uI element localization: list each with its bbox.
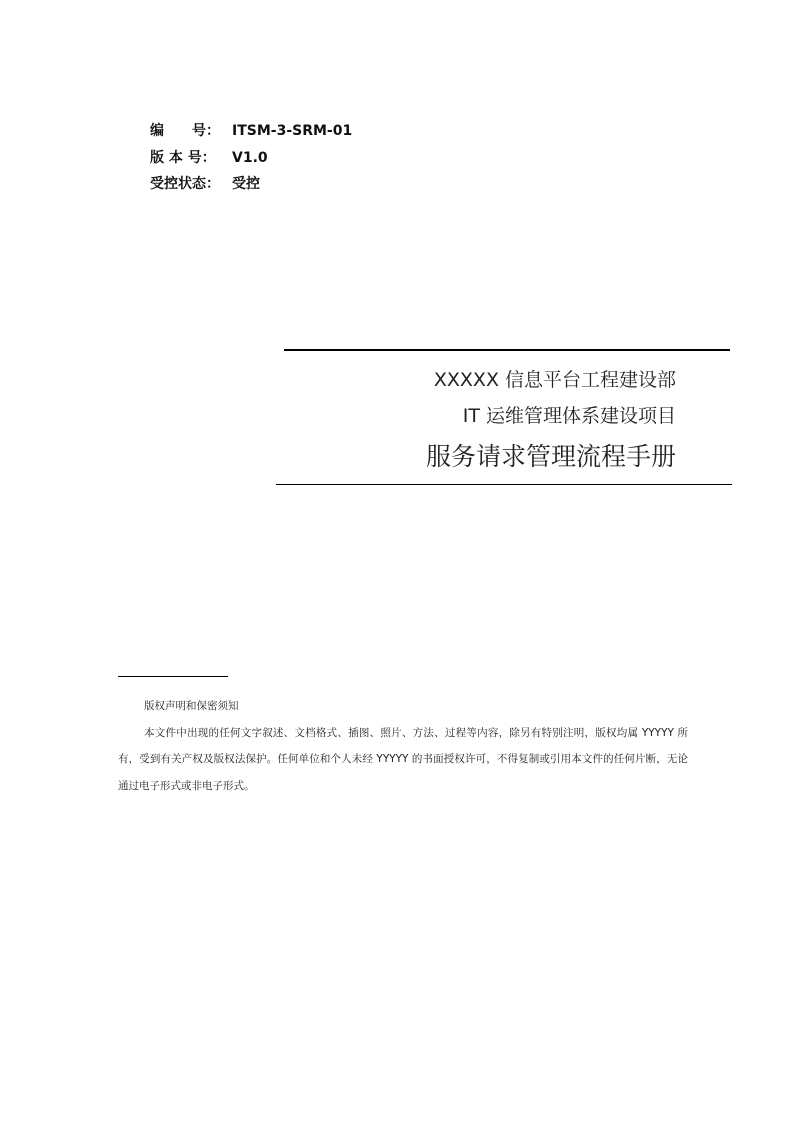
control-status-row <box>150 171 352 198</box>
copyright-notice <box>118 693 688 800</box>
notice-body: 本文件中出现的任何文字叙述、文档格式、插图、照片、方法、过程等内容，除另有特别注明，版权均属 YYYYY 所有，受到有关产权及版权法保护。任何单位和个人未经 YYYYY 的书面授权许可，不得复制或引用本文件的任何片断，无论通过电子形式或非电子形式。 <box>118 726 688 793</box>
document-number-label: 编 号： <box>150 123 220 139</box>
notice-heading: 版权声明和保密须知 <box>144 700 239 712</box>
organization-title: XXXXX 信息平台工程建设部 <box>433 369 676 391</box>
control-status-label: 受控状态： <box>150 176 220 192</box>
title-top-rule <box>284 349 730 351</box>
project-title: IT 运维管理体系建设项目 <box>462 405 676 427</box>
control-status-value: 受控 <box>232 176 260 192</box>
footnote-divider <box>118 676 228 677</box>
title-bottom-rule <box>276 484 732 485</box>
document-number-row <box>150 118 352 145</box>
document-title: 服务请求管理流程手册 <box>425 442 676 471</box>
document-meta <box>150 118 352 198</box>
version-label: 版 本 号： <box>150 149 216 166</box>
document-number-value: ITSM-3-SRM-01 <box>232 123 353 139</box>
version-row <box>150 145 352 172</box>
version-value: V1.0 <box>232 149 268 166</box>
